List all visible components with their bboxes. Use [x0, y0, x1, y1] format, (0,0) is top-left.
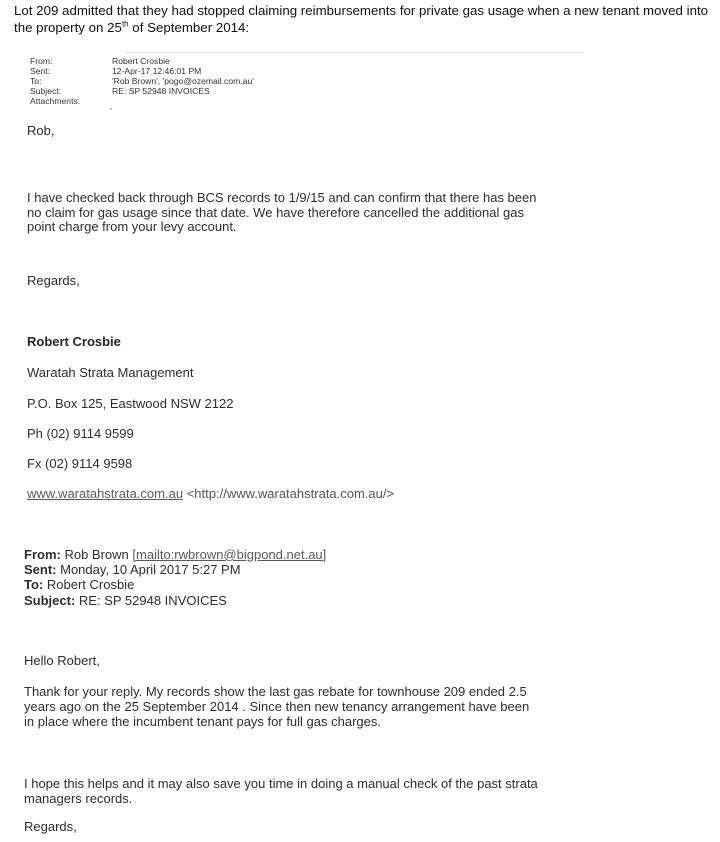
email2-to-value: Robert Crosbie [46, 577, 135, 592]
email2-sent-label: Sent: [24, 562, 57, 577]
email2-from-mailto[interactable]: [mailto:rwbrown@bigpond.net.au] [132, 547, 327, 562]
email1-body-line-3: point charge from your levy account. [27, 219, 237, 234]
email1-closing: Regards, [27, 273, 80, 288]
email1-body-line-2: no claim for gas usage since that date. We have therefore cancelled the additional gas [27, 205, 524, 220]
email2-para1-line-1: Thank for your reply. My records show the last gas rebate for townhouse 209 ended 2.5 [24, 684, 527, 699]
email2-para1-line-2: years ago on the 25 September 2014 . Since then new tenancy arrangement have been [24, 699, 530, 714]
email1-from-value: Robert Crosbie [112, 56, 170, 66]
email2-para2-line-1: I hope this helps and it may also save you time in doing a manual check of the past strata [24, 776, 538, 791]
signature-fax: Fx (02) 9114 9598 [27, 456, 133, 471]
email1-to-label: To: [30, 76, 42, 86]
signature-website-link[interactable]: www.waratahstrata.com.au [27, 486, 184, 501]
intro-text-after: of September 2014: [128, 20, 250, 35]
email2-para2-line-2: managers records. [24, 791, 133, 806]
email1-sent-label: Sent: [30, 66, 51, 76]
signature-company: Waratah Strata Management [27, 365, 194, 380]
intro-superscript: th [121, 19, 129, 29]
email1-from-label: From: [30, 56, 53, 66]
scan-top-rule [124, 52, 584, 53]
email1-greeting: Rob, [27, 123, 55, 138]
intro-paragraph [14, 2, 714, 36]
email2-subject-value: RE: SP 52948 INVOICES [78, 593, 227, 608]
email1-subject-label: Subject: [30, 86, 62, 96]
signature-phone: Ph (02) 9114 9599 [27, 426, 134, 441]
email2-to-label: To: [24, 577, 44, 592]
email2-greeting: Hello Robert, [24, 653, 100, 668]
email2-from-value: Rob Brown [64, 547, 129, 562]
scanned-email-image [24, 50, 584, 840]
email2-subject-label: Subject: [24, 593, 76, 608]
email1-body-line-1: I have checked back through BCS records to 1/9/15 and can confirm that there has been [27, 190, 537, 205]
email2-para1-line-3: in place where the incumbent tenant pays for full gas charges. [24, 714, 381, 729]
email2-closing: Regards, [24, 819, 77, 834]
email2-from-row [24, 547, 326, 562]
email2-sent-value: Monday, 10 April 2017 5:27 PM [60, 562, 241, 577]
signature-address: P.O. Box 125, Eastwood NSW 2122 [27, 396, 234, 411]
scan-speck [110, 108, 112, 110]
email1-attachments-label: Attachments: [30, 96, 81, 106]
signature-name: Robert Crosbie [27, 334, 121, 349]
email1-subject-value: RE: SP 52948 INVOICES [112, 86, 210, 96]
email2-to-row [24, 577, 134, 592]
email1-sent-value: 12-Apr-17 12:46:01 PM [112, 66, 202, 76]
intro-text-before: Lot 209 admitted that they had stopped claiming reimbursements for private gas usage when a new tenant moved into the property on 25 [14, 3, 709, 35]
email1-to-value: 'Rob Brown', 'pogo@ozemail.com.au' [112, 76, 254, 86]
email2-from-label: From: [24, 547, 61, 562]
signature-website-url[interactable]: <http://www.waratahstrata.com.au/> [186, 486, 395, 501]
email2-sent-row [24, 562, 241, 577]
signature-website-row [27, 486, 394, 501]
email2-subject-row [24, 593, 227, 608]
